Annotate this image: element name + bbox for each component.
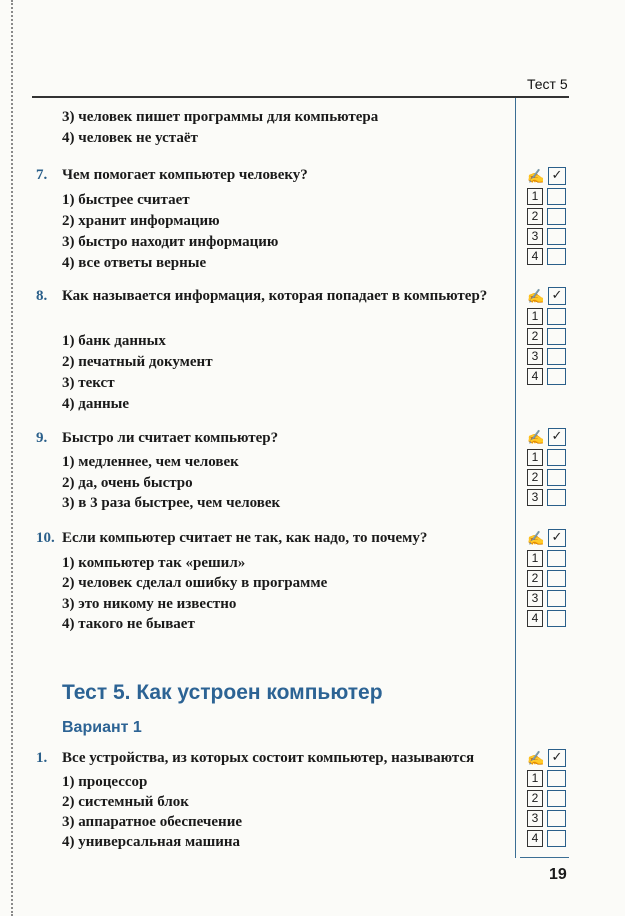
option: 4) человек не устаёт	[62, 130, 198, 146]
answer-number: 2	[527, 790, 543, 807]
answer-cell[interactable]	[547, 228, 566, 245]
answer-number: 1	[527, 188, 543, 205]
answer-cell[interactable]	[547, 570, 566, 587]
answer-cell[interactable]	[547, 308, 566, 325]
answer-number: 1	[527, 770, 543, 787]
question-number: 1.	[36, 750, 48, 766]
question-number: 10.	[36, 530, 55, 546]
option-3: 3) аппаратное обеспечение	[62, 814, 242, 830]
check-icon: ✓	[548, 428, 566, 446]
option-1: 1) быстрее считает	[62, 192, 190, 208]
option-4: 4) такого не бывает	[62, 616, 195, 632]
check-icon: ✓	[548, 529, 566, 547]
answer-number: 1	[527, 550, 543, 567]
pencil-icon: ✍	[527, 532, 545, 547]
header-label: Тест 5	[527, 76, 568, 92]
bottom-rule	[520, 857, 569, 858]
answer-number: 4	[527, 830, 543, 847]
answer-number: 3	[527, 348, 543, 365]
answer-number: 4	[527, 248, 543, 265]
option-2: 2) да, очень быстро	[62, 475, 193, 491]
answer-cell[interactable]	[547, 489, 566, 506]
answer-number: 3	[527, 489, 543, 506]
answer-number: 4	[527, 368, 543, 385]
option-4: 4) данные	[62, 396, 129, 412]
answer-number: 1	[527, 449, 543, 466]
answer-number: 1	[527, 308, 543, 325]
answer-cell[interactable]	[547, 208, 566, 225]
answer-cell[interactable]	[547, 188, 566, 205]
header-rule	[32, 96, 569, 98]
page-number: 19	[549, 866, 567, 883]
answer-column-divider	[515, 98, 516, 858]
option-4: 4) все ответы верные	[62, 255, 207, 271]
option-2: 2) человек сделал ошибку в программе	[62, 575, 328, 591]
option-1: 1) банк данных	[62, 333, 166, 349]
answer-number: 3	[527, 590, 543, 607]
answer-number: 4	[527, 610, 543, 627]
check-icon: ✓	[548, 749, 566, 767]
question-number: 7.	[36, 167, 48, 183]
cut-line	[11, 0, 13, 916]
check-icon: ✓	[548, 167, 566, 185]
answer-cell[interactable]	[547, 770, 566, 787]
option-3: 3) быстро находит информацию	[62, 234, 279, 250]
answer-number: 2	[527, 469, 543, 486]
answer-cell[interactable]	[547, 328, 566, 345]
answer-cell[interactable]	[547, 550, 566, 567]
option-1: 1) процессор	[62, 774, 148, 790]
question-number: 8.	[36, 288, 48, 304]
answer-number: 2	[527, 328, 543, 345]
answer-cell[interactable]	[547, 368, 566, 385]
option-4: 4) универсальная машина	[62, 834, 241, 850]
question-text: Чем помогает компьютер человеку?	[62, 167, 308, 183]
option-2: 2) системный блок	[62, 794, 189, 810]
option-1: 1) компьютер так «решил»	[62, 555, 246, 571]
option-3: 3) текст	[62, 375, 115, 391]
option-2: 2) печатный документ	[62, 354, 213, 370]
question-number: 9.	[36, 430, 48, 446]
variant-title: Вариант 1	[62, 719, 142, 736]
answer-cell[interactable]	[547, 469, 566, 486]
answer-number: 3	[527, 810, 543, 827]
option-1: 1) медленнее, чем человек	[62, 454, 239, 470]
answer-cell[interactable]	[547, 830, 566, 847]
answer-cell[interactable]	[547, 790, 566, 807]
question-text: Все устройства, из которых состоит компьютер, называются	[62, 750, 475, 766]
answer-cell[interactable]	[547, 810, 566, 827]
option-3: 3) в 3 раза быстрее, чем человек	[62, 495, 281, 511]
answer-number: 2	[527, 208, 543, 225]
pencil-icon: ✍	[527, 290, 545, 305]
pencil-icon: ✍	[527, 752, 545, 767]
answer-cell[interactable]	[547, 590, 566, 607]
pencil-icon: ✍	[527, 431, 545, 446]
check-icon: ✓	[548, 287, 566, 305]
question-text: Как называется информация, которая попадает в компьютер?	[62, 288, 488, 304]
pencil-icon: ✍	[527, 170, 545, 185]
section-title: Тест 5. Как устроен компьютер	[62, 681, 383, 704]
question-text: Быстро ли считает компьютер?	[62, 430, 279, 446]
answer-number: 2	[527, 570, 543, 587]
answer-cell[interactable]	[547, 449, 566, 466]
answer-cell[interactable]	[547, 248, 566, 265]
option-2: 2) хранит информацию	[62, 213, 220, 229]
answer-cell[interactable]	[547, 348, 566, 365]
answer-cell[interactable]	[547, 610, 566, 627]
option-3: 3) это никому не известно	[62, 596, 237, 612]
option: 3) человек пишет программы для компьютера	[62, 109, 379, 125]
answer-number: 3	[527, 228, 543, 245]
question-text: Если компьютер считает не так, как надо, то почему?	[62, 530, 428, 546]
